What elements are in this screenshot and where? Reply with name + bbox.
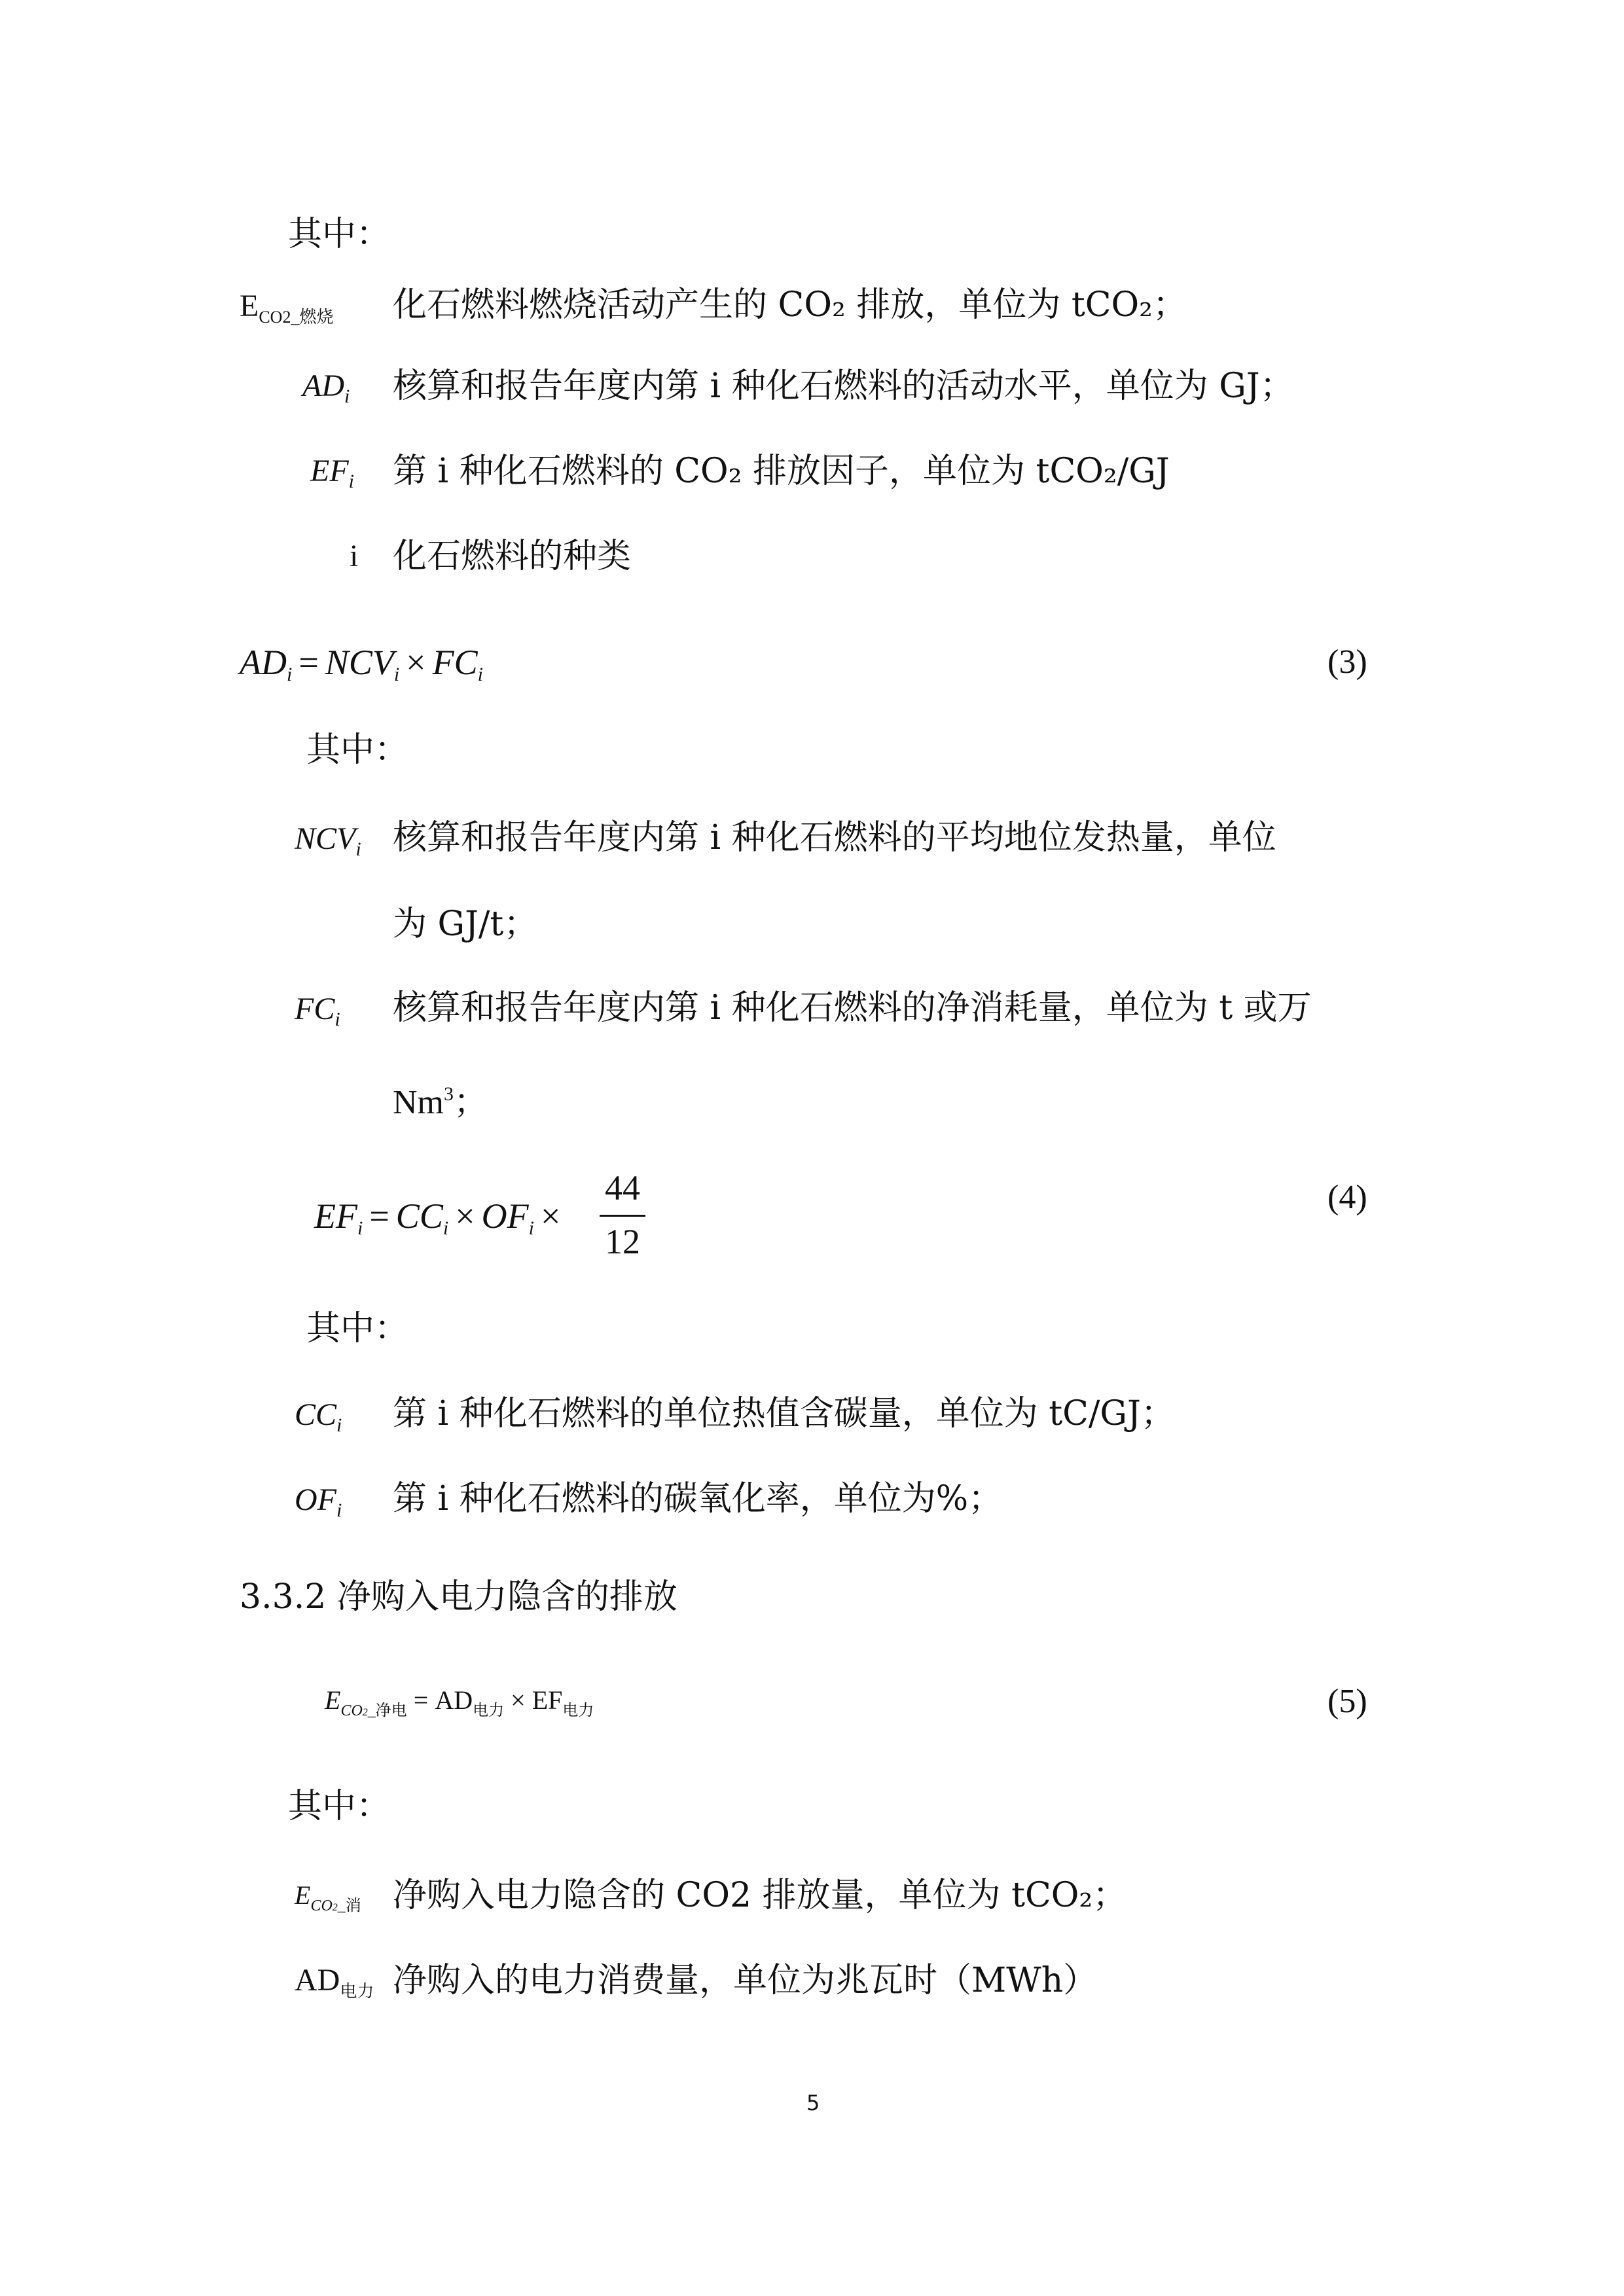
symbol-e-co2-net-electricity: $E_{CO2\_消}$	[295, 1880, 361, 1914]
symbol-cc-i: $CC_i$	[295, 1397, 342, 1436]
definition-ef-i: 第 i 种化石燃料的 CO₂ 排放因子，单位为 tCO₂/GJ	[393, 452, 1170, 491]
definition-ncv-i-line1: 核算和报告年度内第 i 种化石燃料的平均地位发热量，单位	[393, 818, 1276, 857]
equation-3: $AD_i = NCV_i \times FC_i$	[240, 643, 483, 685]
intro-text-2: 其中：	[306, 730, 409, 770]
definition-of-i: 第 i 种化石燃料的碳氧化率，单位为%；	[393, 1479, 1003, 1518]
intro-text-4: 其中：	[288, 1787, 391, 1826]
definition-cc-i: 第 i 种化石燃料的单位热值含碳量，单位为 tC/GJ；	[393, 1394, 1175, 1433]
symbol-of-i: $OF_i$	[295, 1482, 342, 1521]
symbol-ncv-i: $NCV_i$	[295, 821, 361, 860]
symbol-ad-electricity: $AD_{电力}$	[295, 1963, 374, 2001]
fraction-line	[600, 1215, 645, 1217]
symbol-ad-i: $AD_i$	[302, 368, 350, 407]
intro-text-3: 其中：	[306, 1309, 409, 1348]
definition-ad-electricity: 净购入的电力消费量，单位为兆瓦时（MWh）	[393, 1961, 1098, 2000]
equation-number-3: (3)	[1327, 643, 1367, 681]
equation-4: $EF_i = CC_i \times OF_i$ ×	[314, 1196, 561, 1239]
definition-fc-i-line2: Nm$^3$；	[393, 1083, 488, 1121]
symbol-i: i	[350, 539, 359, 573]
intro-text-1: 其中：	[288, 215, 391, 254]
equation-number-5: (5)	[1327, 1683, 1367, 1720]
definition-ncv-i-line2: 为 GJ/t；	[393, 905, 538, 944]
symbol-fc-i: $FC_i$	[295, 992, 340, 1030]
symbol-ef-i: $EF_i$	[310, 454, 354, 492]
fraction-denominator: 12	[605, 1222, 640, 1261]
symbol-e-co2-combustion: $E_{CO2\_燃烧}$	[240, 289, 334, 327]
page-number: 5	[806, 2090, 820, 2115]
section-heading-3-3-2: 3.3.2 净购入电力隐含的排放	[240, 1577, 677, 1617]
definition-e-co2-combustion: 化石燃料燃烧活动产生的 CO₂ 排放，单位为 tCO₂；	[393, 285, 1187, 325]
equation-number-4: (4)	[1327, 1179, 1367, 1216]
definition-fc-i-line1: 核算和报告年度内第 i 种化石燃料的净消耗量，单位为 t 或万	[393, 988, 1312, 1028]
definition-ad-i: 核算和报告年度内第 i 种化石燃料的活动水平，单位为 GJ；	[393, 367, 1294, 406]
definition-i: 化石燃料的种类	[393, 537, 632, 576]
equation-5: $E_{CO2\_净电} = AD_{电力} \times EF_{电力}$	[325, 1685, 594, 1719]
fraction-numerator: 44	[605, 1168, 640, 1208]
definition-e-co2-net-electricity: 净购入电力隐含的 CO2 排放量，单位为 tCO₂；	[393, 1876, 1127, 1915]
